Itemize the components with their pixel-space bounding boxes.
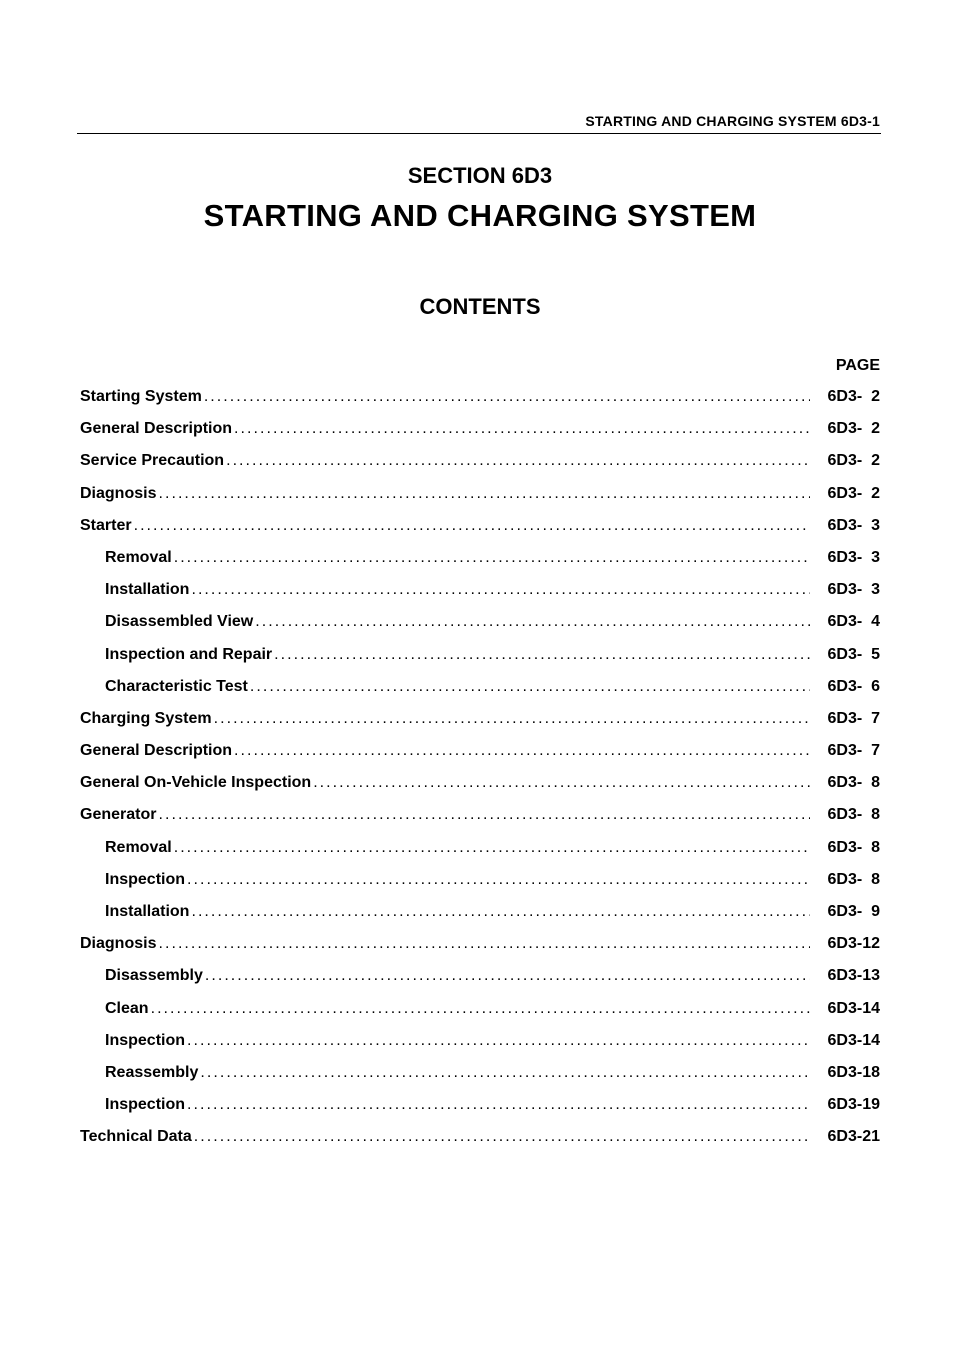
toc-entry-title: Removal xyxy=(105,838,172,856)
toc-entry[interactable] xyxy=(80,1000,880,1032)
toc-entry-page: 6D3- 5 xyxy=(827,645,880,663)
toc-dot-leader xyxy=(205,967,810,985)
toc-dot-leader xyxy=(134,517,810,535)
toc-entry-title: Starter xyxy=(80,516,132,534)
toc-entry[interactable] xyxy=(80,388,880,420)
toc-dot-leader xyxy=(214,710,810,728)
toc-entry-title: Inspection xyxy=(105,1096,186,1114)
toc-entry[interactable] xyxy=(80,485,880,517)
toc-entry-page: 6D3- 2 xyxy=(827,388,880,405)
toc-entry[interactable] xyxy=(80,452,880,484)
toc-entry-page: 6D3- 3 xyxy=(827,581,880,599)
toc-dot-leader xyxy=(234,420,810,438)
toc-entry-page: 6D3- 4 xyxy=(827,613,880,631)
toc-dot-leader xyxy=(174,549,810,567)
toc-entry-page: 6D3- 2 xyxy=(827,484,880,502)
toc-entry-title: Disassembled View xyxy=(105,613,254,631)
toc-entry-page: 6D3- 7 xyxy=(827,742,880,760)
toc-entry-title: Inspection and Repair xyxy=(105,645,273,663)
toc-entry-title: Technical Data xyxy=(80,1128,192,1146)
toc-entry[interactable] xyxy=(80,935,880,967)
toc-entry-page: 6D3- 8 xyxy=(827,806,880,824)
toc-entry-title: Generator xyxy=(80,806,157,824)
toc-dot-leader xyxy=(158,485,810,503)
toc-entry-page: 6D3- 9 xyxy=(827,903,880,920)
toc-entry-title: Clean xyxy=(105,999,149,1017)
toc-entry-page: 6D3- 8 xyxy=(827,838,880,856)
toc-entry-page: 6D3- 3 xyxy=(827,548,880,566)
toc-entry-title: Installation xyxy=(105,581,190,599)
toc-entry-page: 6D3-21 xyxy=(827,1128,880,1146)
toc-entry[interactable] xyxy=(80,806,880,838)
toc-entry-title: General Description xyxy=(80,742,233,760)
toc-entry-title: Charging System xyxy=(80,709,212,727)
toc-entry[interactable] xyxy=(80,774,880,806)
toc-entry-title: Service Precaution xyxy=(80,452,225,470)
running-header: STARTING AND CHARGING SYSTEM 6D3-1 xyxy=(585,113,880,129)
toc-entry-page: 6D3-13 xyxy=(827,967,880,985)
toc-entry-page: 6D3- 6 xyxy=(827,677,880,695)
toc-entry[interactable] xyxy=(80,1032,880,1064)
toc-dot-leader xyxy=(151,1000,810,1018)
toc-entry-title: General Description xyxy=(80,420,233,438)
toc-entry-title: General On-Vehicle Inspection xyxy=(80,774,312,792)
table-of-contents xyxy=(80,388,880,1161)
toc-dot-leader xyxy=(250,678,810,696)
toc-dot-leader xyxy=(174,839,810,857)
toc-dot-leader xyxy=(187,1032,810,1050)
toc-entry-page: 6D3- 7 xyxy=(827,709,880,727)
toc-entry[interactable] xyxy=(80,678,880,710)
toc-dot-leader xyxy=(204,388,810,406)
toc-entry[interactable] xyxy=(80,613,880,645)
toc-entry-page: 6D3-14 xyxy=(827,999,880,1017)
toc-entry-page: 6D3- 2 xyxy=(827,452,880,470)
header-rule xyxy=(77,133,881,134)
toc-entry-page: 6D3-18 xyxy=(827,1063,880,1081)
toc-entry[interactable] xyxy=(80,871,880,903)
toc-entry-title: Reassembly xyxy=(105,1063,199,1081)
toc-entry-page: 6D3- 8 xyxy=(827,774,880,792)
toc-entry-title: Characteristic Test xyxy=(105,677,248,695)
toc-entry[interactable] xyxy=(80,581,880,613)
toc-entry[interactable] xyxy=(80,1128,880,1160)
contents-heading: CONTENTS xyxy=(419,294,541,319)
toc-entry-title: Diagnosis xyxy=(80,935,157,953)
toc-entry[interactable] xyxy=(80,742,880,774)
toc-entry-page: 6D3- 8 xyxy=(827,870,880,888)
toc-dot-leader xyxy=(158,935,810,953)
toc-dot-leader xyxy=(274,646,810,664)
toc-dot-leader xyxy=(313,774,810,792)
toc-entry-title: Inspection xyxy=(105,870,186,888)
toc-dot-leader xyxy=(158,806,810,824)
toc-entry[interactable] xyxy=(80,517,880,549)
toc-dot-leader xyxy=(234,742,810,760)
toc-entry-title: Installation xyxy=(105,903,190,920)
toc-dot-leader xyxy=(187,871,810,889)
toc-entry[interactable] xyxy=(80,903,880,935)
toc-entry-page: 6D3-19 xyxy=(827,1096,880,1114)
toc-dot-leader xyxy=(200,1064,810,1082)
page-column-label: PAGE xyxy=(835,357,880,374)
toc-entry-title: Disassembly xyxy=(105,967,203,985)
toc-entry-page: 6D3- 2 xyxy=(827,420,880,438)
toc-dot-leader xyxy=(194,1128,810,1146)
toc-dot-leader xyxy=(226,452,810,470)
toc-entry[interactable] xyxy=(80,1096,880,1128)
toc-entry-title: Starting System xyxy=(80,388,202,405)
toc-entry[interactable] xyxy=(80,646,880,678)
toc-entry[interactable] xyxy=(80,549,880,581)
toc-entry[interactable] xyxy=(80,420,880,452)
toc-entry-title: Diagnosis xyxy=(80,484,157,502)
toc-entry-page: 6D3-14 xyxy=(827,1031,880,1049)
toc-entry-page: 6D3-12 xyxy=(827,935,880,953)
toc-dot-leader xyxy=(255,613,810,631)
toc-entry-title: Removal xyxy=(105,548,172,566)
toc-entry[interactable] xyxy=(80,967,880,999)
toc-entry[interactable] xyxy=(80,710,880,742)
toc-entry[interactable] xyxy=(80,839,880,871)
toc-dot-leader xyxy=(191,581,810,599)
toc-entry-title: Inspection xyxy=(105,1031,186,1049)
toc-dot-leader xyxy=(191,903,810,921)
section-label: SECTION 6D3 xyxy=(407,163,553,188)
document-title: STARTING AND CHARGING SYSTEM xyxy=(203,198,757,233)
toc-entry-page: 6D3- 3 xyxy=(827,516,880,534)
toc-dot-leader xyxy=(187,1096,810,1114)
toc-entry[interactable] xyxy=(80,1064,880,1096)
